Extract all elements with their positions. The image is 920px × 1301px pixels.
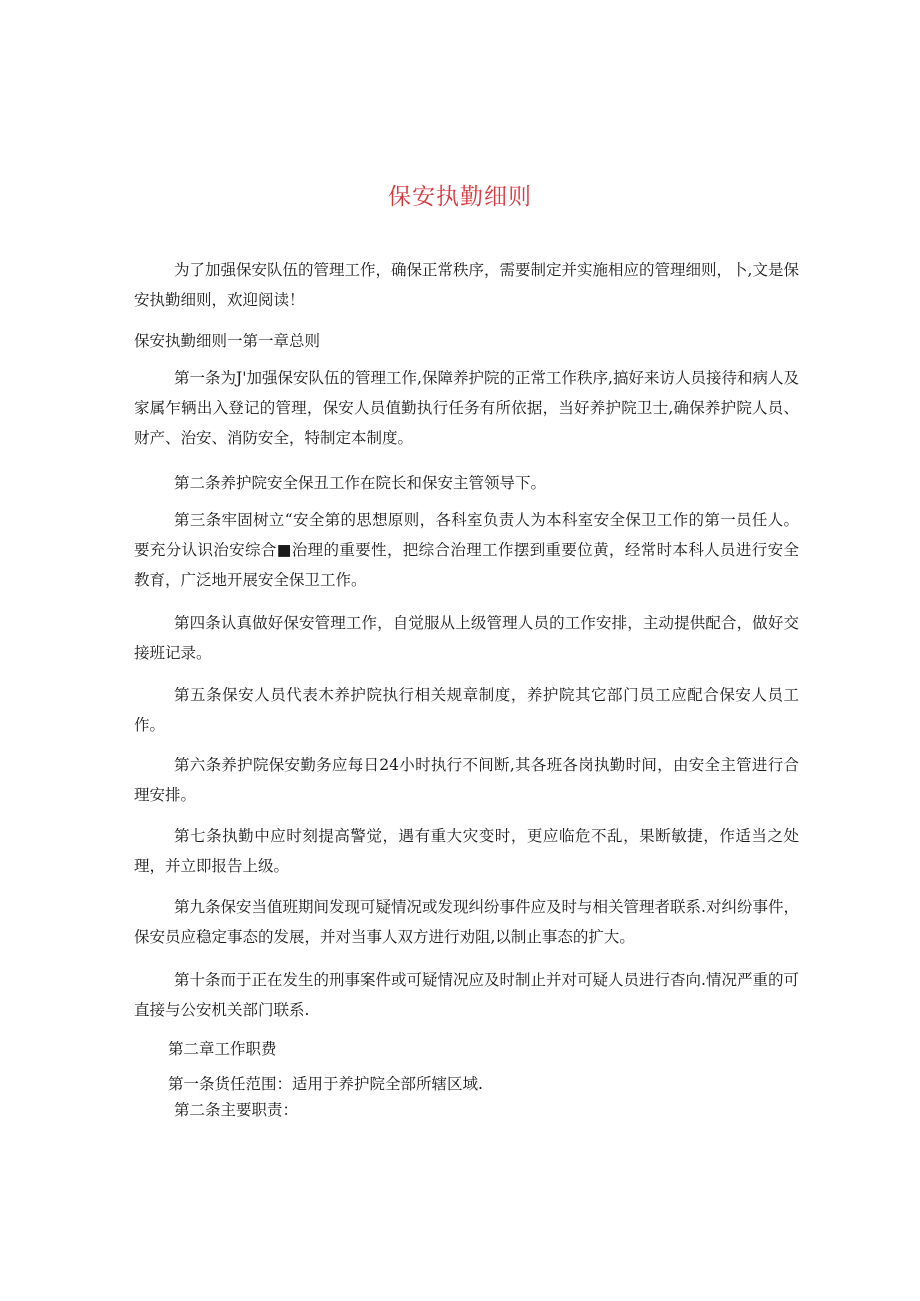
intro-paragraph: 为了加强保安队伍的管理工作，确保正常秩序，需要制定并实施相应的管理细则，卜,文是保安执勤细则，欢迎阅读！ bbox=[134, 261, 799, 309]
article-10: 第十条而于正在发生的刑事案件或可疑情况应及时制止并对可疑人员进行杳向.情况严重的可直接与公安机关部门联系. bbox=[134, 971, 799, 1019]
section-heading: 保安执勤细则一第一章总则 bbox=[134, 332, 321, 350]
article-9: 第九条保安当值班期间发现可疑情况或发现纠纷事件应及时与相关管理者联系.对纠纷事件，保安员应稳定事态的发展，并对当事人双方进行劝阻,以制止事态的扩大。 bbox=[134, 898, 799, 946]
chapter2-article-1: 第一条货任范围：适用于养护院全部所辖区域. bbox=[168, 1075, 483, 1093]
article-1: 第一条为J'加强保安队伍的管理工作,保障养护院的正常工作秩序,搞好来访人员接待和病人及家属乍辆出入登记的管理，保安人员值勤执行任务有所依据，当好养护院卫士,确保养护院人员、财产、治安、消防安全，特制定本制度。 bbox=[134, 369, 799, 447]
article-5: 第五条保安人员代表木养护院执行相关规章制度，养护院其它部门员工应配合保安人员工作。 bbox=[134, 686, 799, 734]
article-7: 第七条执勤中应时刻提高警觉，遇有重大灾变时，更应临危不乱，果断敏捷，作适当之处理，并立即报告上级。 bbox=[134, 827, 799, 875]
article-4: 第四条认真做好保安管理工作，自觉服从上级管理人员的工作安排，主动提供配合，做好交接班记录。 bbox=[134, 614, 799, 662]
article-2: 第二条养护院安全保丑工作在院长和保安主管领导下。 bbox=[174, 474, 547, 492]
document-title: 保安执勤细则 bbox=[388, 184, 532, 210]
chapter2-article-2: 第二条主要职责： bbox=[174, 1101, 299, 1119]
article-6: 第六条养护院保安勤务应每日24小时执行不间断,其各班各岗执勤时间，由安全主管进行合理安排。 bbox=[134, 756, 799, 804]
chapter2-heading: 第二章工作职费 bbox=[168, 1040, 277, 1058]
article-3: 第三条牢固树立“安全第的思想原则，各科室负责人为本科室安全保卫工作的第一员任人。要充分认识治安综合■治理的重要性，把综合治理工作摆到重要位黄，经常时本科人员进行安全教育，广泛地开展安全保卫工作。 bbox=[134, 511, 799, 589]
